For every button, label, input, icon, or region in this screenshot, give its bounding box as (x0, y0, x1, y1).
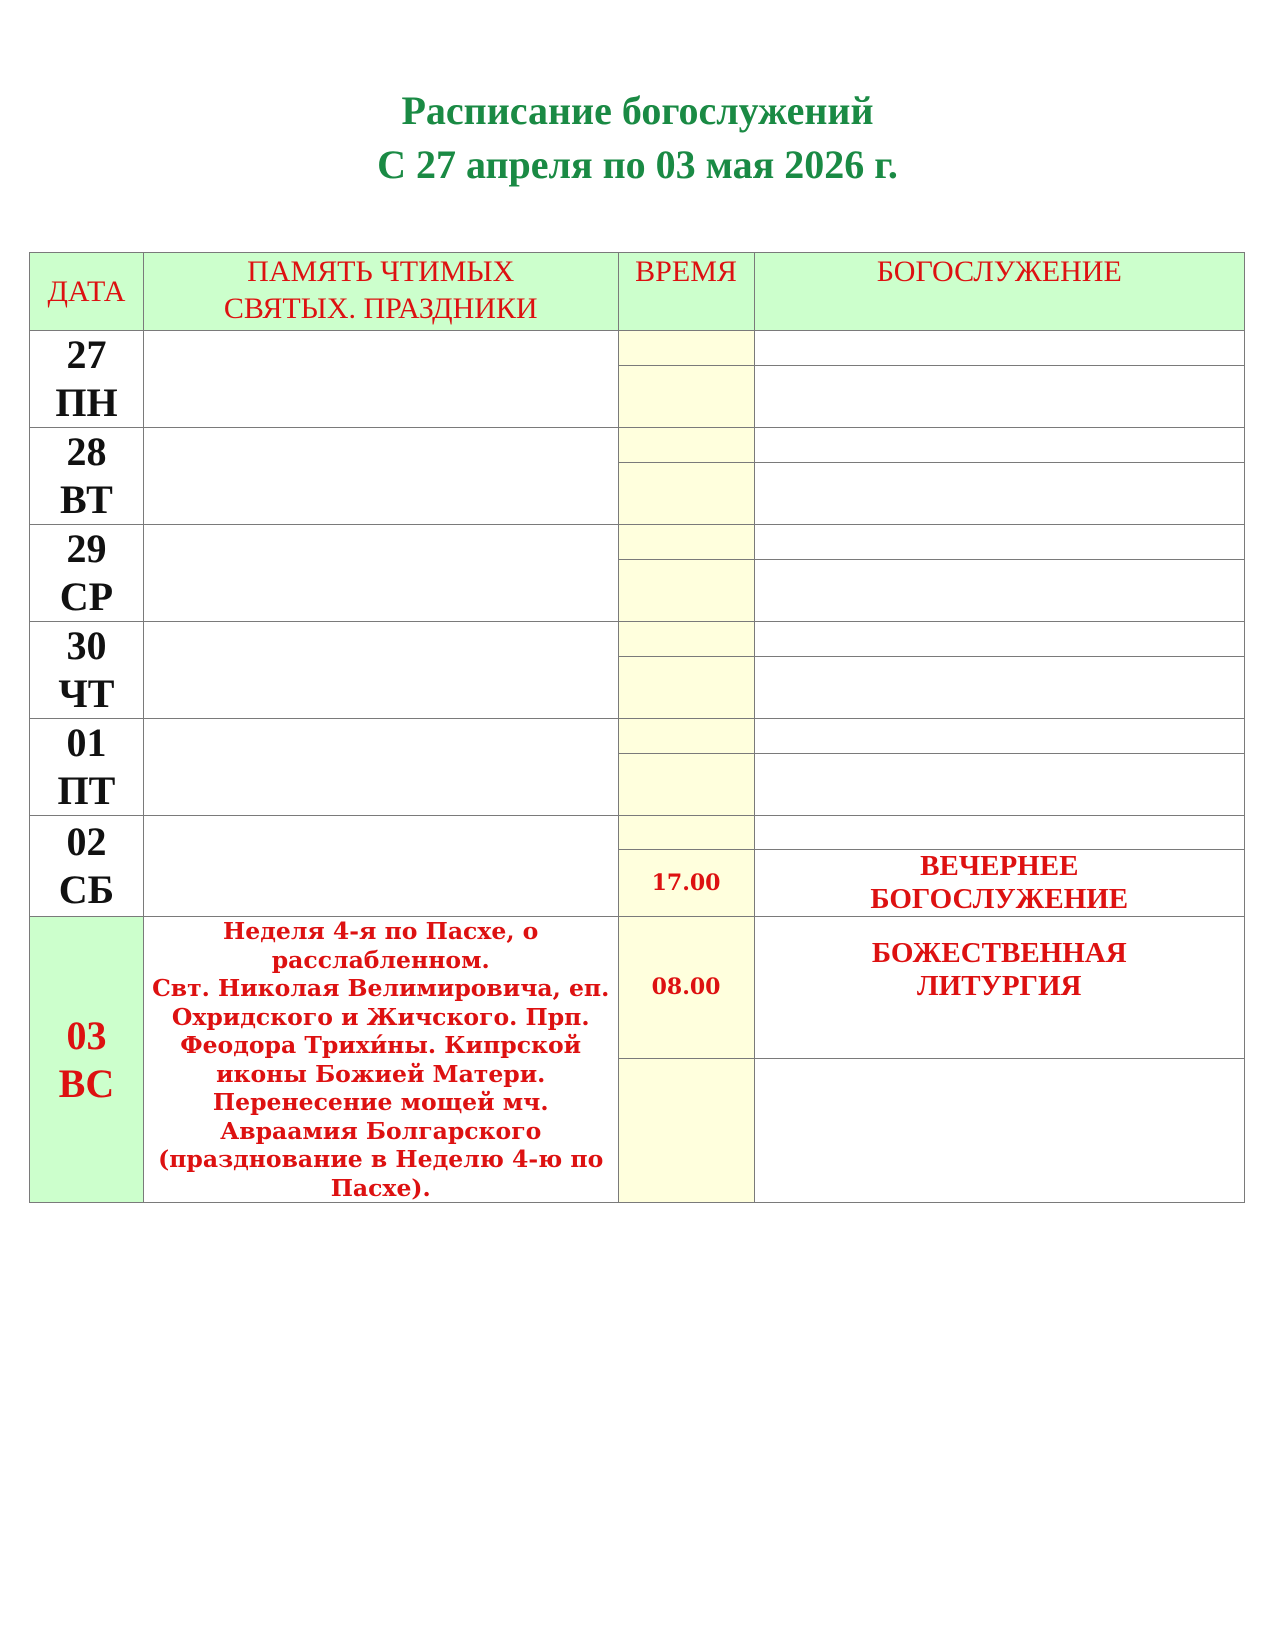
time-cell (618, 560, 754, 622)
date-number: 03 (66, 1012, 107, 1058)
date-cell (30, 525, 144, 622)
time-cell (618, 331, 754, 366)
date-number: 29 (66, 526, 107, 571)
date-cell (30, 622, 144, 719)
time-cell (618, 366, 754, 428)
date-weekday: СР (59, 574, 114, 619)
page-title (0, 84, 1275, 192)
date-weekday: ПН (55, 380, 118, 425)
date-number: 02 (66, 819, 107, 864)
service-cell (754, 719, 1244, 754)
service-name-line-2: ЛИТУРГИЯ (917, 970, 1082, 1002)
header-saints-line-2: СВЯТЫХ. ПРАЗДНИКИ (223, 292, 538, 325)
header-date: ДАТА (30, 253, 144, 331)
saints-line: Свт. Николая Велимировича, еп. (152, 974, 610, 1002)
date-number: 30 (66, 623, 107, 668)
time-cell (618, 428, 754, 463)
table-row (30, 428, 1245, 463)
header-service: БОГОСЛУЖЕНИЕ (754, 253, 1244, 331)
service-cell (754, 428, 1244, 463)
date-cell (30, 816, 144, 917)
service-cell (754, 331, 1244, 366)
service-name-line-1: ВЕЧЕРНЕЕ (920, 850, 1079, 882)
service-cell (754, 366, 1244, 428)
saints-line: Авраамия Болгарского (220, 1116, 542, 1145)
date-number: 27 (66, 332, 107, 377)
header-saints (143, 253, 618, 331)
service-cell (754, 560, 1244, 622)
time-cell (618, 816, 754, 850)
service-cell (754, 657, 1244, 719)
date-cell (30, 917, 144, 1203)
schedule-table (29, 252, 1245, 1203)
time-cell (618, 463, 754, 525)
date-cell (30, 428, 144, 525)
saints-cell (143, 917, 618, 1203)
time-cell: 08.00 (618, 917, 754, 1059)
service-cell (754, 525, 1244, 560)
table-row (30, 622, 1245, 657)
time-cell (618, 657, 754, 719)
saints-cell (143, 428, 618, 525)
saints-line: Перенесение мощей мч. (212, 1088, 549, 1116)
saints-line: (празднование в Неделю 4-ю по (158, 1145, 604, 1173)
time-cell (618, 622, 754, 657)
title-line-1: Расписание богослужений (401, 88, 874, 133)
service-cell (754, 917, 1244, 1059)
date-weekday: ПТ (57, 768, 116, 813)
service-cell (754, 850, 1244, 917)
saints-cell (143, 719, 618, 816)
date-weekday: ВС (58, 1060, 115, 1106)
service-name-line-1: БОЖЕСТВЕННАЯ (871, 937, 1127, 969)
date-number: 01 (66, 720, 107, 765)
time-cell (618, 525, 754, 560)
header-time: ВРЕМЯ (618, 253, 754, 331)
service-cell (754, 816, 1244, 850)
service-cell (754, 463, 1244, 525)
saints-line: Охридского и Жичского. Прп. (171, 1002, 590, 1031)
service-cell (754, 754, 1244, 816)
title-line-2: С 27 апреля по 03 мая 2026 г. (377, 142, 898, 187)
service-name-line-2: БОГОСЛУЖЕНИЕ (870, 883, 1129, 915)
date-weekday: СБ (58, 867, 115, 912)
time-cell (618, 719, 754, 754)
saints-line: расслабленном. (271, 945, 490, 974)
time-cell (618, 1058, 754, 1202)
table-row (30, 816, 1245, 850)
saints-cell (143, 525, 618, 622)
table-row (30, 525, 1245, 560)
service-cell (754, 1058, 1244, 1202)
header-row (30, 253, 1245, 331)
date-number: 28 (66, 429, 107, 474)
time-cell: 17.00 (618, 850, 754, 917)
saints-line: Феодора Трихи́ны. Кипрской (180, 1031, 582, 1059)
table-row (30, 331, 1245, 366)
saints-line: иконы Божией Матери. (216, 1059, 546, 1088)
time-cell (618, 754, 754, 816)
saints-cell (143, 331, 618, 428)
table-row (30, 719, 1245, 754)
service-cell (754, 622, 1244, 657)
saints-cell (143, 622, 618, 719)
date-cell (30, 719, 144, 816)
saints-cell (143, 816, 618, 917)
table-row (30, 917, 1245, 1059)
date-weekday: ЧТ (58, 671, 115, 716)
saints-line: Неделя 4-я по Пасхе, о (223, 917, 539, 945)
saints-line: Пасхе). (330, 1173, 431, 1202)
header-saints-line-1: ПАМЯТЬ ЧТИМЫХ (247, 255, 515, 288)
date-weekday: ВТ (60, 477, 113, 522)
date-cell (30, 331, 144, 428)
